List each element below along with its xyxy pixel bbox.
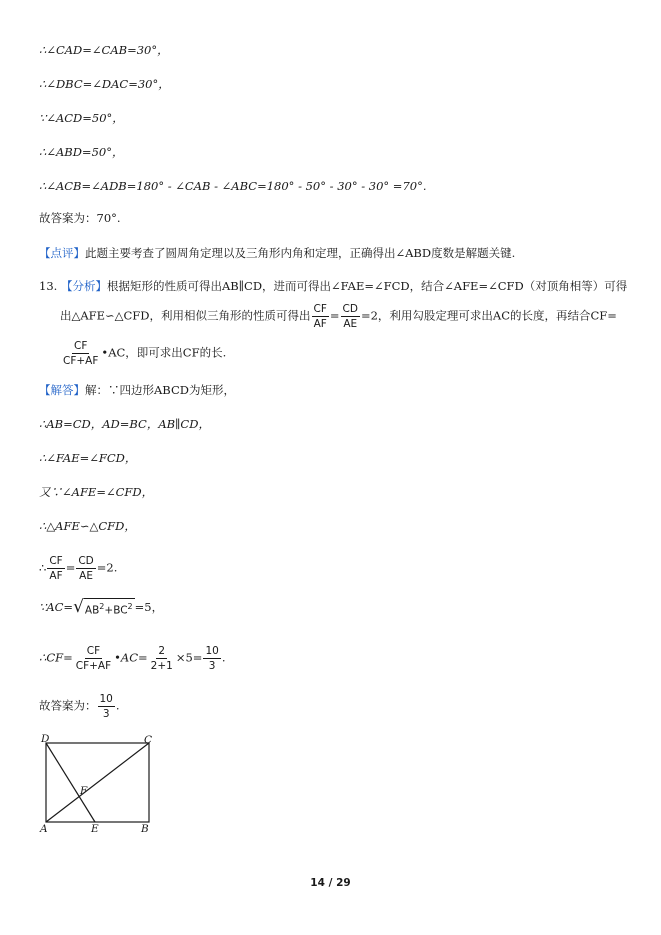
- fraction-denominator: CF+AF: [75, 660, 112, 672]
- period: .: [115, 698, 120, 713]
- page-number: [0, 877, 661, 889]
- final-answer-line: [39, 693, 120, 720]
- fraction-denominator: AE: [79, 570, 93, 582]
- analysis-text-2a: 出△AFE∽△CFD，利用相似三角形的性质可得出: [60, 308, 311, 323]
- ab-exponent: 2: [99, 602, 105, 611]
- times-five: ×5=: [175, 650, 203, 665]
- page-separator: /: [324, 877, 337, 889]
- solution-step-3: 又∵∠AFE=∠CFD，: [39, 485, 154, 499]
- line-dbc: ∴∠DBC=∠DAC=30°，: [39, 77, 170, 91]
- fraction-numerator: CD: [78, 555, 94, 567]
- fraction-cf-af: [312, 303, 329, 330]
- therefore-sign: ∴: [39, 560, 47, 575]
- fraction-denominator: CF+AF: [63, 355, 99, 367]
- fraction-cf-over-sum: [74, 645, 113, 672]
- ratio-result: =2.: [96, 560, 118, 575]
- q13-number: 13.: [39, 279, 58, 293]
- solution-step-6: [39, 598, 163, 618]
- line-acd: ∵∠ACD=50°，: [39, 111, 124, 125]
- label-e: E: [91, 823, 99, 835]
- period: .: [221, 650, 226, 665]
- fraction-numerator: 10: [99, 693, 113, 705]
- bc-term: +BC: [104, 604, 128, 617]
- fraction-numerator: CF: [49, 555, 63, 567]
- times-ac: •AC=: [114, 650, 148, 665]
- label-f: F: [80, 785, 88, 797]
- solution-intro: [39, 382, 235, 398]
- q13-analysis-line1: [39, 278, 627, 294]
- fraction-numerator: 10: [205, 645, 219, 657]
- fraction-cf-over-sum: [61, 340, 100, 367]
- solution-step-2: ∴∠FAE=∠FCD，: [39, 451, 137, 465]
- fraction-ten-thirds: [98, 693, 115, 720]
- equals-sign: =: [65, 560, 76, 575]
- line-acb: ∴∠ACB=∠ADB=180° - ∠CAB - ∠ABC=180° - 50° - 30° - 30° =70°.: [39, 179, 427, 193]
- fraction-numerator: CD: [342, 303, 358, 315]
- final-answer-label: 故答案为：: [39, 698, 97, 713]
- analysis-text-2c: =2，利用勾股定理可求出AC的长度，再结合CF=: [360, 308, 617, 323]
- current-page: 14: [310, 877, 325, 889]
- radicand: [84, 598, 135, 618]
- label-d: D: [41, 733, 50, 745]
- solution-step-5: [39, 555, 117, 582]
- total-pages: 29: [336, 877, 351, 889]
- analysis-eq-sign: =: [329, 308, 340, 323]
- q13-analysis-line2: [60, 303, 617, 330]
- comment-text: 此题主要考查了圆周角定理以及三角形内角和定理，正确得出∠ABD度数是解题关键.: [85, 246, 516, 260]
- comment-paragraph: [39, 245, 515, 261]
- ac-result: =5，: [134, 599, 164, 614]
- line-abd: ∴∠ABD=50°，: [39, 145, 124, 159]
- solution-step-1: ∴AB=CD，AD=BC，AB∥CD，: [39, 417, 210, 431]
- fraction-numerator: CF: [74, 340, 88, 352]
- ac-label: ∵AC=: [39, 599, 74, 614]
- fraction-denominator: 3: [102, 708, 110, 720]
- fraction-numerator: 2: [158, 645, 166, 657]
- q13-analysis-line3: [60, 340, 226, 367]
- segment-de: [46, 743, 95, 822]
- fraction-cd-ae: [341, 303, 360, 330]
- fraction-two-thirds: [149, 645, 175, 672]
- line-cad: ∴∠CAD=∠CAB=30°，: [39, 43, 169, 57]
- comment-tag: 【点评】: [39, 246, 85, 260]
- analysis-text-1: 根据矩形的性质可得出AB∥CD，进而可得出∠FAE=∠FCD，结合∠AFE=∠CFD（对顶角相等）可得: [106, 279, 628, 293]
- solution-step-0: 解：∵四边形ABCD为矩形，: [85, 383, 235, 397]
- fraction-denominator: AF: [313, 318, 327, 330]
- bc-exponent: 2: [127, 602, 133, 611]
- cf-label: ∴CF=: [39, 650, 73, 665]
- fraction-ten-thirds: [203, 645, 220, 672]
- label-b: B: [141, 823, 149, 835]
- square-root-expression: [73, 598, 135, 618]
- ab-term: AB: [84, 604, 100, 617]
- fraction-numerator: CF: [313, 303, 327, 315]
- fraction-denominator: AE: [343, 318, 358, 330]
- solution-step-7: [39, 645, 225, 672]
- rectangle-figure: [38, 733, 163, 837]
- fraction-cd-ae: [76, 555, 95, 582]
- fraction-denominator: 3: [208, 660, 216, 672]
- fraction-denominator: 2+1: [150, 660, 173, 672]
- solution-step-4: ∴△AFE∽△CFD，: [39, 519, 136, 533]
- line-answer-70: 故答案为：70°.: [39, 211, 121, 225]
- fraction-cf-af: [47, 555, 64, 582]
- fraction-numerator: CF: [86, 645, 101, 657]
- fraction-denominator: AF: [49, 570, 63, 582]
- solution-tag: 【解答】: [39, 383, 85, 397]
- diagonal-ac: [46, 743, 149, 822]
- radical-sign: √: [73, 597, 84, 617]
- label-c: C: [144, 734, 153, 746]
- label-a: A: [40, 823, 48, 835]
- analysis-tag: 【分析】: [60, 279, 107, 293]
- analysis-text-3: •AC，即可求出CF的长.: [101, 345, 227, 360]
